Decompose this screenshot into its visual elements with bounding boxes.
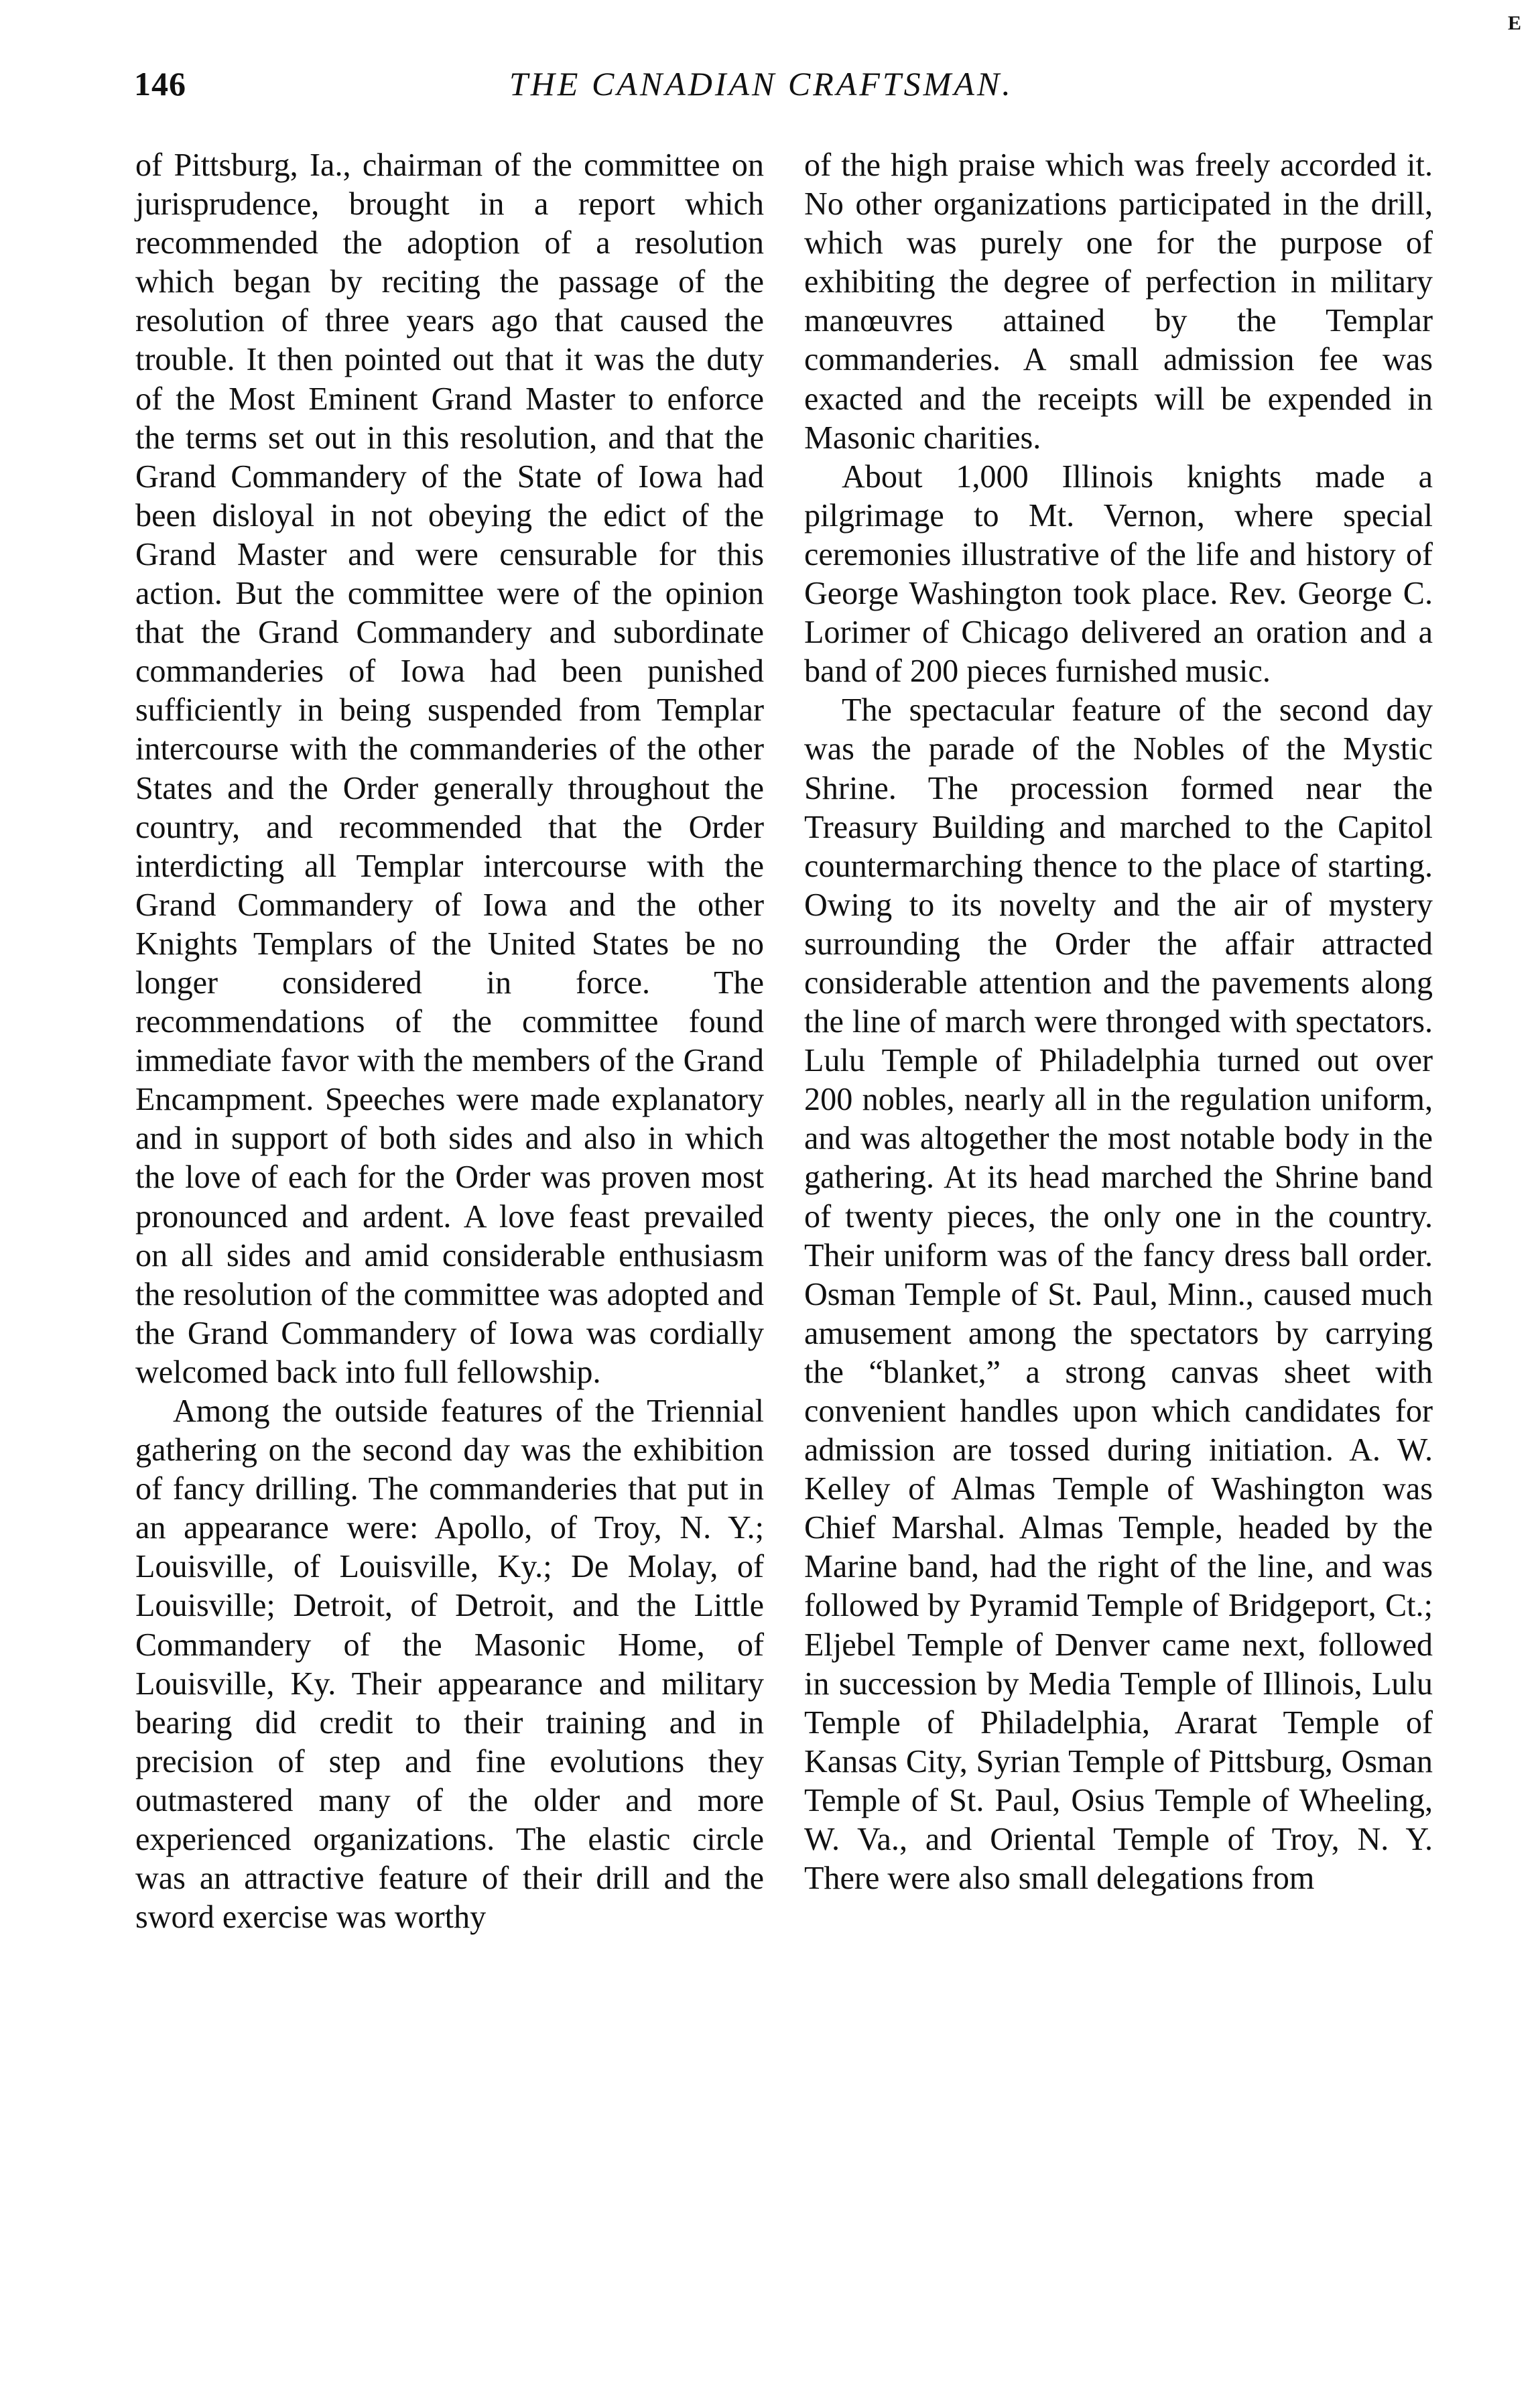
right-paragraph-2: About 1,000 Illinois knights made a pilgrimage to Mt. Vernon, where special ceremonies illustrative of the life and history of George Washington took place. Rev. George C. Lorimer of Chicago delivered an oration and a band of 200 pieces furnished music. — [804, 458, 1433, 690]
corner-mark: E — [1507, 12, 1521, 34]
left-column — [135, 146, 764, 1937]
left-paragraph-2: Among the outside features of the Triennial gathering on the second day was the exhibition of fancy drilling. The commanderies that put in an appearance were: Apollo, of Troy, N. Y.; Louisville, of Louisville, Ky.; De Molay, of Louisville; Detroit, of Detroit, and the Little Commandery of the Masonic Home, of Louisville, Ky. Their appearance and military bearing did credit to their training and in precision of step and fine evolutions they outmastered many of the older and more experienced organizations. The elastic circle was an attractive feature of their drill and the sword exercise was worthy — [135, 1393, 764, 1936]
left-paragraph-1: of Pittsburg, Ia., chairman of the committee on jurisprudence, brought in a report which recommended the adoption of a resolution which began by reciting the passage of the resolution of three years ago that caused the trouble. It then pointed out that it was the duty of the Most Eminent Grand Master to enforce the terms set out in this resolution, and that the Grand Commandery of the State of Iowa had been disloyal in not obeying the edict of the Grand Master and were censurable for this action. But the committee were of the opinion that the Grand Commandery and subordinate commanderies of Iowa had been punished sufficiently in being suspended from Templar intercourse with the commanderies of the other States and the Order generally throughout the country, and recommended that the Order interdicting all Templar intercourse with the Grand Commandery of Iowa and the other Knights Templars of the United States be no longer considered in force. The recommendations of the committee found immediate favor with the members of the Grand Encampment. Speeches were made explanatory and in support of both sides and also in which the love of each for the Order was proven most pronounced and ardent. A love feast prevailed on all sides and amid considerable enthusiasm the resolution of the committee was adopted and the Grand Commandery of Iowa was cordially welcomed back into full fellowship. — [135, 147, 764, 1390]
running-head: THE CANADIAN CRAFTSMAN. — [509, 65, 1013, 103]
page-number: 146 — [134, 65, 186, 103]
right-paragraph-3: The spectacular feature of the second day was the parade of the Nobles of the Mystic Shrine. The procession formed near the Treasury Building and marched to the Capitol countermarching thence to the place of starting. Owing to its novelty and the air of mystery surrounding the Order the affair attracted considerable attention and the pavements along the line of march were thronged with spectators. Lulu Temple of Philadelphia turned out over 200 nobles, nearly all in the regulation uniform, and was altogether the most notable body in the gathering. At its head marched the Shrine band of twenty pieces, the only one in the country. Their uniform was of the fancy dress ball order. Osman Temple of St. Paul, Minn., caused much amusement among the spectators by carrying the “blanket,” a strong canvas sheet with convenient handles upon which candidates for admission are tossed during initiation. A. W. Kelley of Almas Temple of Washington was Chief Marshal. Almas Temple, headed by the Marine band, had the right of the line, and was followed by Pyramid Temple of Bridgeport, Ct.; Eljebel Temple of Denver came next, followed in succession by Media Temple of Illinois, Lulu Temple of Philadelphia, Ararat Temple of Kansas City, Syrian Temple of Pittsburg, Osman Temple of St. Paul, Osius Temple of Wheeling, W. Va., and Oriental Temple of Troy, N. Y. There were also small delegations from — [804, 692, 1433, 1897]
right-paragraph-1: of the high praise which was freely accorded it. No other organizations participated in the drill, which was purely one for the purpose of exhibiting the degree of perfection in military manœuvres attained by the Templar commanderies. A small admission fee was exacted and the receipts will be expended in Masonic charities. — [804, 147, 1433, 456]
right-column — [804, 146, 1433, 1898]
